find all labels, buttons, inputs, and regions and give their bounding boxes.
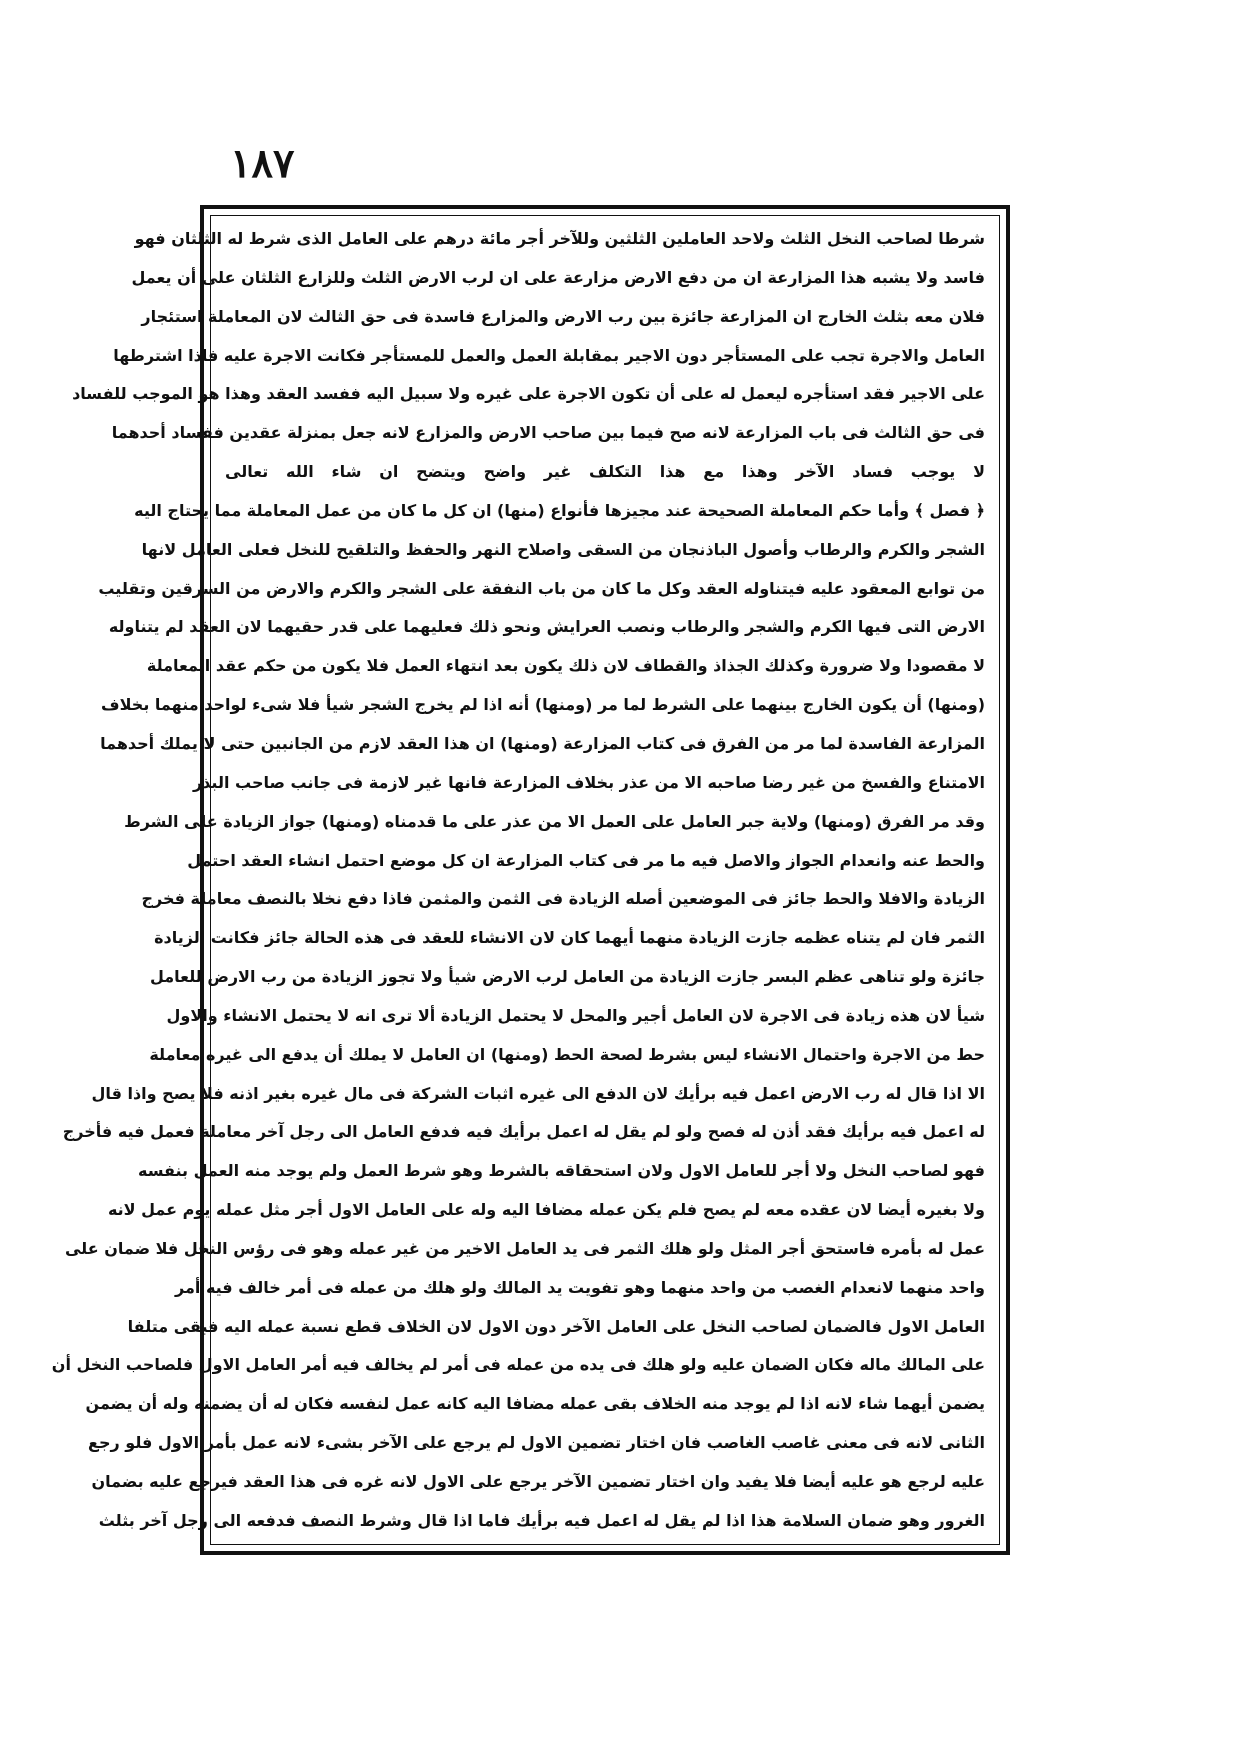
text-line: عمل له بأمره فاستحق أجر المثل ولو هلك الثمر فى يد العامل الاخير من غير عمله وهو فى رؤس النخل فلا ضمان على (64, 1238, 985, 1258)
text-line: من توابع المعقود عليه فيتناوله العقد وكل ما كان من باب النفقة على الشجر والكرم والارض من السرقين وتقليب (98, 578, 985, 598)
page-number: ١٨٧ (230, 140, 295, 187)
text-line: العامل الاول فالضمان لصاحب النخل على العامل الآخر دون الاول لان الخلاف قطع نسبة عمله اليه فبقى متلفا (127, 1316, 985, 1336)
text-line: شرطا لصاحب النخل الثلث ولاحد العاملين الثلثين وللآخر أجر مائة درهم على العامل الذى شرط له الثلثان فهو (134, 229, 985, 248)
text-body (51, 224, 985, 1536)
text-line: لا مقصودا ولا ضرورة وكذلك الجذاذ والقطاف لان ذلك يكون بعد انتهاء العمل فلا يكون من حكم عقد المعاملة (146, 656, 985, 676)
text-line: شيأ لان هذه زيادة فى الاجرة لان العامل أجير والمحل لا يحتمل الزيادة ألا ترى انه لا يحتمل الانشاء والاول (166, 1005, 985, 1025)
text-line: فاسد ولا يشبه هذا المزارعة ان من دفع الارض مزارعة على ان لرب الارض الثلث وللزارع الثلثان على أن يعمل (131, 267, 985, 287)
text-line: على المالك ماله فكان الضمان عليه ولو هلك فى يده من عمله فى أمر لم يخالف فيه أمر العامل الاول فلصاحب النخل أن (51, 1355, 985, 1375)
text-line: فلان معه بثلث الخارج ان المزارعة جائزة بين رب الارض والمزارع فاسدة فى حق الثالث لان المعاملة استئجار (141, 306, 985, 326)
text-line: على الاجير فقد استأجره ليعمل له على أن تكون الاجرة على غيره ولا سبيل اليه ففسد العقد وهذا هو الموجب للفساد (72, 384, 985, 404)
page-frame-inner (51, 215, 1000, 1545)
text-line: فى حق الثالث فى باب المزارعة لانه صح فيما بين صاحب الارض والمزارع لانه جعل بمنزلة عقدين ففساد أحدهما (111, 423, 985, 443)
text-line: ولا بغيره أيضا لان عقده معه لم يصح فلم يكن عمله مضافا اليه وله على العامل الاول أجر مثل عمله يوم عمل لانه (107, 1200, 985, 1220)
text-line: لا يوجب فساد الآخر وهذا مع هذا التكلف غير واضح ويتضح ان شاء الله تعالى (225, 462, 985, 482)
text-line: وقد مر الفرق (ومنها) ولاية جبر العامل على العمل الا من عذر على ما قدمناه (ومنها) جواز الزيادة على الشرط (124, 811, 985, 831)
text-line: العامل والاجرة تجب على المستأجر دون الاجير بمقابلة العمل والعمل للمستأجر فكانت الاجرة عليه فاذا اشترطها (113, 345, 985, 365)
text-line: الا اذا قال له رب الارض اعمل فيه برأيك لان الدفع الى غيره اثبات الشركة فى مال غيره بغير اذنه فلا يصح واذا قال (91, 1083, 985, 1103)
text-line: الزيادة والافلا والحط جائز فى الموضعين أصله الزيادة فى الثمن والمثمن فاذا دفع نخلا بالنصف معاملة فخرج (141, 889, 985, 909)
text-line: عليه لرجع هو عليه أيضا فلا يفيد وان اختار تضمين الآخر يرجع على الاول لانه غره فى هذا العقد فيرجع عليه بضمان (91, 1472, 985, 1491)
text-line: الغرور وهو ضمان السلامة هذا اذا لم يقل له اعمل فيه برأيك فاما اذا قال وشرط النصف فدفعه الى رجل آخر بثلث (98, 1510, 985, 1530)
text-line: ﴿ فصل ﴾ وأما حكم المعاملة الصحيحة عند مجيزها فأنواع (منها) ان كل ما كان من عمل المعاملة مما يحتاج اليه (134, 500, 985, 520)
text-line: الارض التى فيها الكرم والشجر والرطاب ونصب العرايش ونحو ذلك فعليهما على قدر حقيهما لان العقد لم يتناوله (108, 617, 985, 637)
text-line: الامتناع والفسخ من غير رضا صاحبه الا من عذر بخلاف المزارعة فانها غير لازمة فى جانب صاحب البذر (192, 772, 985, 792)
page-frame (51, 205, 1010, 1555)
text-line: الثانى لانه فى معنى غاصب الغاصب فان اختار تضمين الاول لم يرجع على الآخر بشىء لانه عمل بأمر الاول فلو رجع (88, 1433, 985, 1453)
text-line: والحط عنه وانعدام الجواز والاصل فيه ما مر فى كتاب المزارعة ان كل موضع احتمل انشاء العقد احتمل (187, 850, 985, 870)
text-line: المزارعة الفاسدة لما مر من الفرق فى كتاب المزارعة (ومنها) ان هذا العقد لازم من الجانبين حتى لا يملك أحدهما (100, 733, 985, 753)
text-line: يضمن أيهما شاء لانه اذا لم يوجد منه الخلاف بقى عمله مضافا اليه كانه عمل لنفسه فكان له أن يضمنه وله أن يضمن (85, 1394, 985, 1414)
text-line: جائزة ولو تناهى عظم البسر جازت الزيادة من العامل لرب الارض شيأ ولا تجوز الزيادة من رب الارض للعامل (149, 967, 985, 987)
text-line: الشجر والكرم والرطاب وأصول الباذنجان من السقى واصلاح النهر والحفظ والتلقيح للنخل فعلى العامل لانها (141, 539, 985, 559)
text-line: فهو لصاحب النخل ولا أجر للعامل الاول ولان استحقاقه بالشرط وهو شرط العمل ولم يوجد منه العمل بنفسه (138, 1161, 985, 1181)
text-line: له اعمل فيه برأيك فقد أذن له فصح ولو لم يقل له اعمل برأيك فيه فدفع العامل الى رجل آخر معاملة فعمل فيه فأخرج (62, 1122, 985, 1142)
text-line: واحد منهما لانعدام الغصب من واحد منهما وهو تفويت يد المالك ولو هلك من عمله فى أمر خالف فيه أمر (175, 1277, 985, 1297)
text-line: (ومنها) أن يكون الخارج بينهما على الشرط لما مر (ومنها) أنه اذا لم يخرج الشجر شيأ فلا شىء لواحد منهما بخلاف (101, 695, 985, 715)
text-line: حط من الاجرة واحتمال الانشاء ليس بشرط لصحة الحط (ومنها) ان العامل لا يملك أن يدفع الى غيره معاملة (149, 1044, 985, 1064)
text-line: الثمر فان لم يتناه عظمه جازت الزيادة منهما أيهما كان لان الانشاء للعقد فى هذه الحالة جائز فكانت الزيادة (154, 928, 985, 948)
